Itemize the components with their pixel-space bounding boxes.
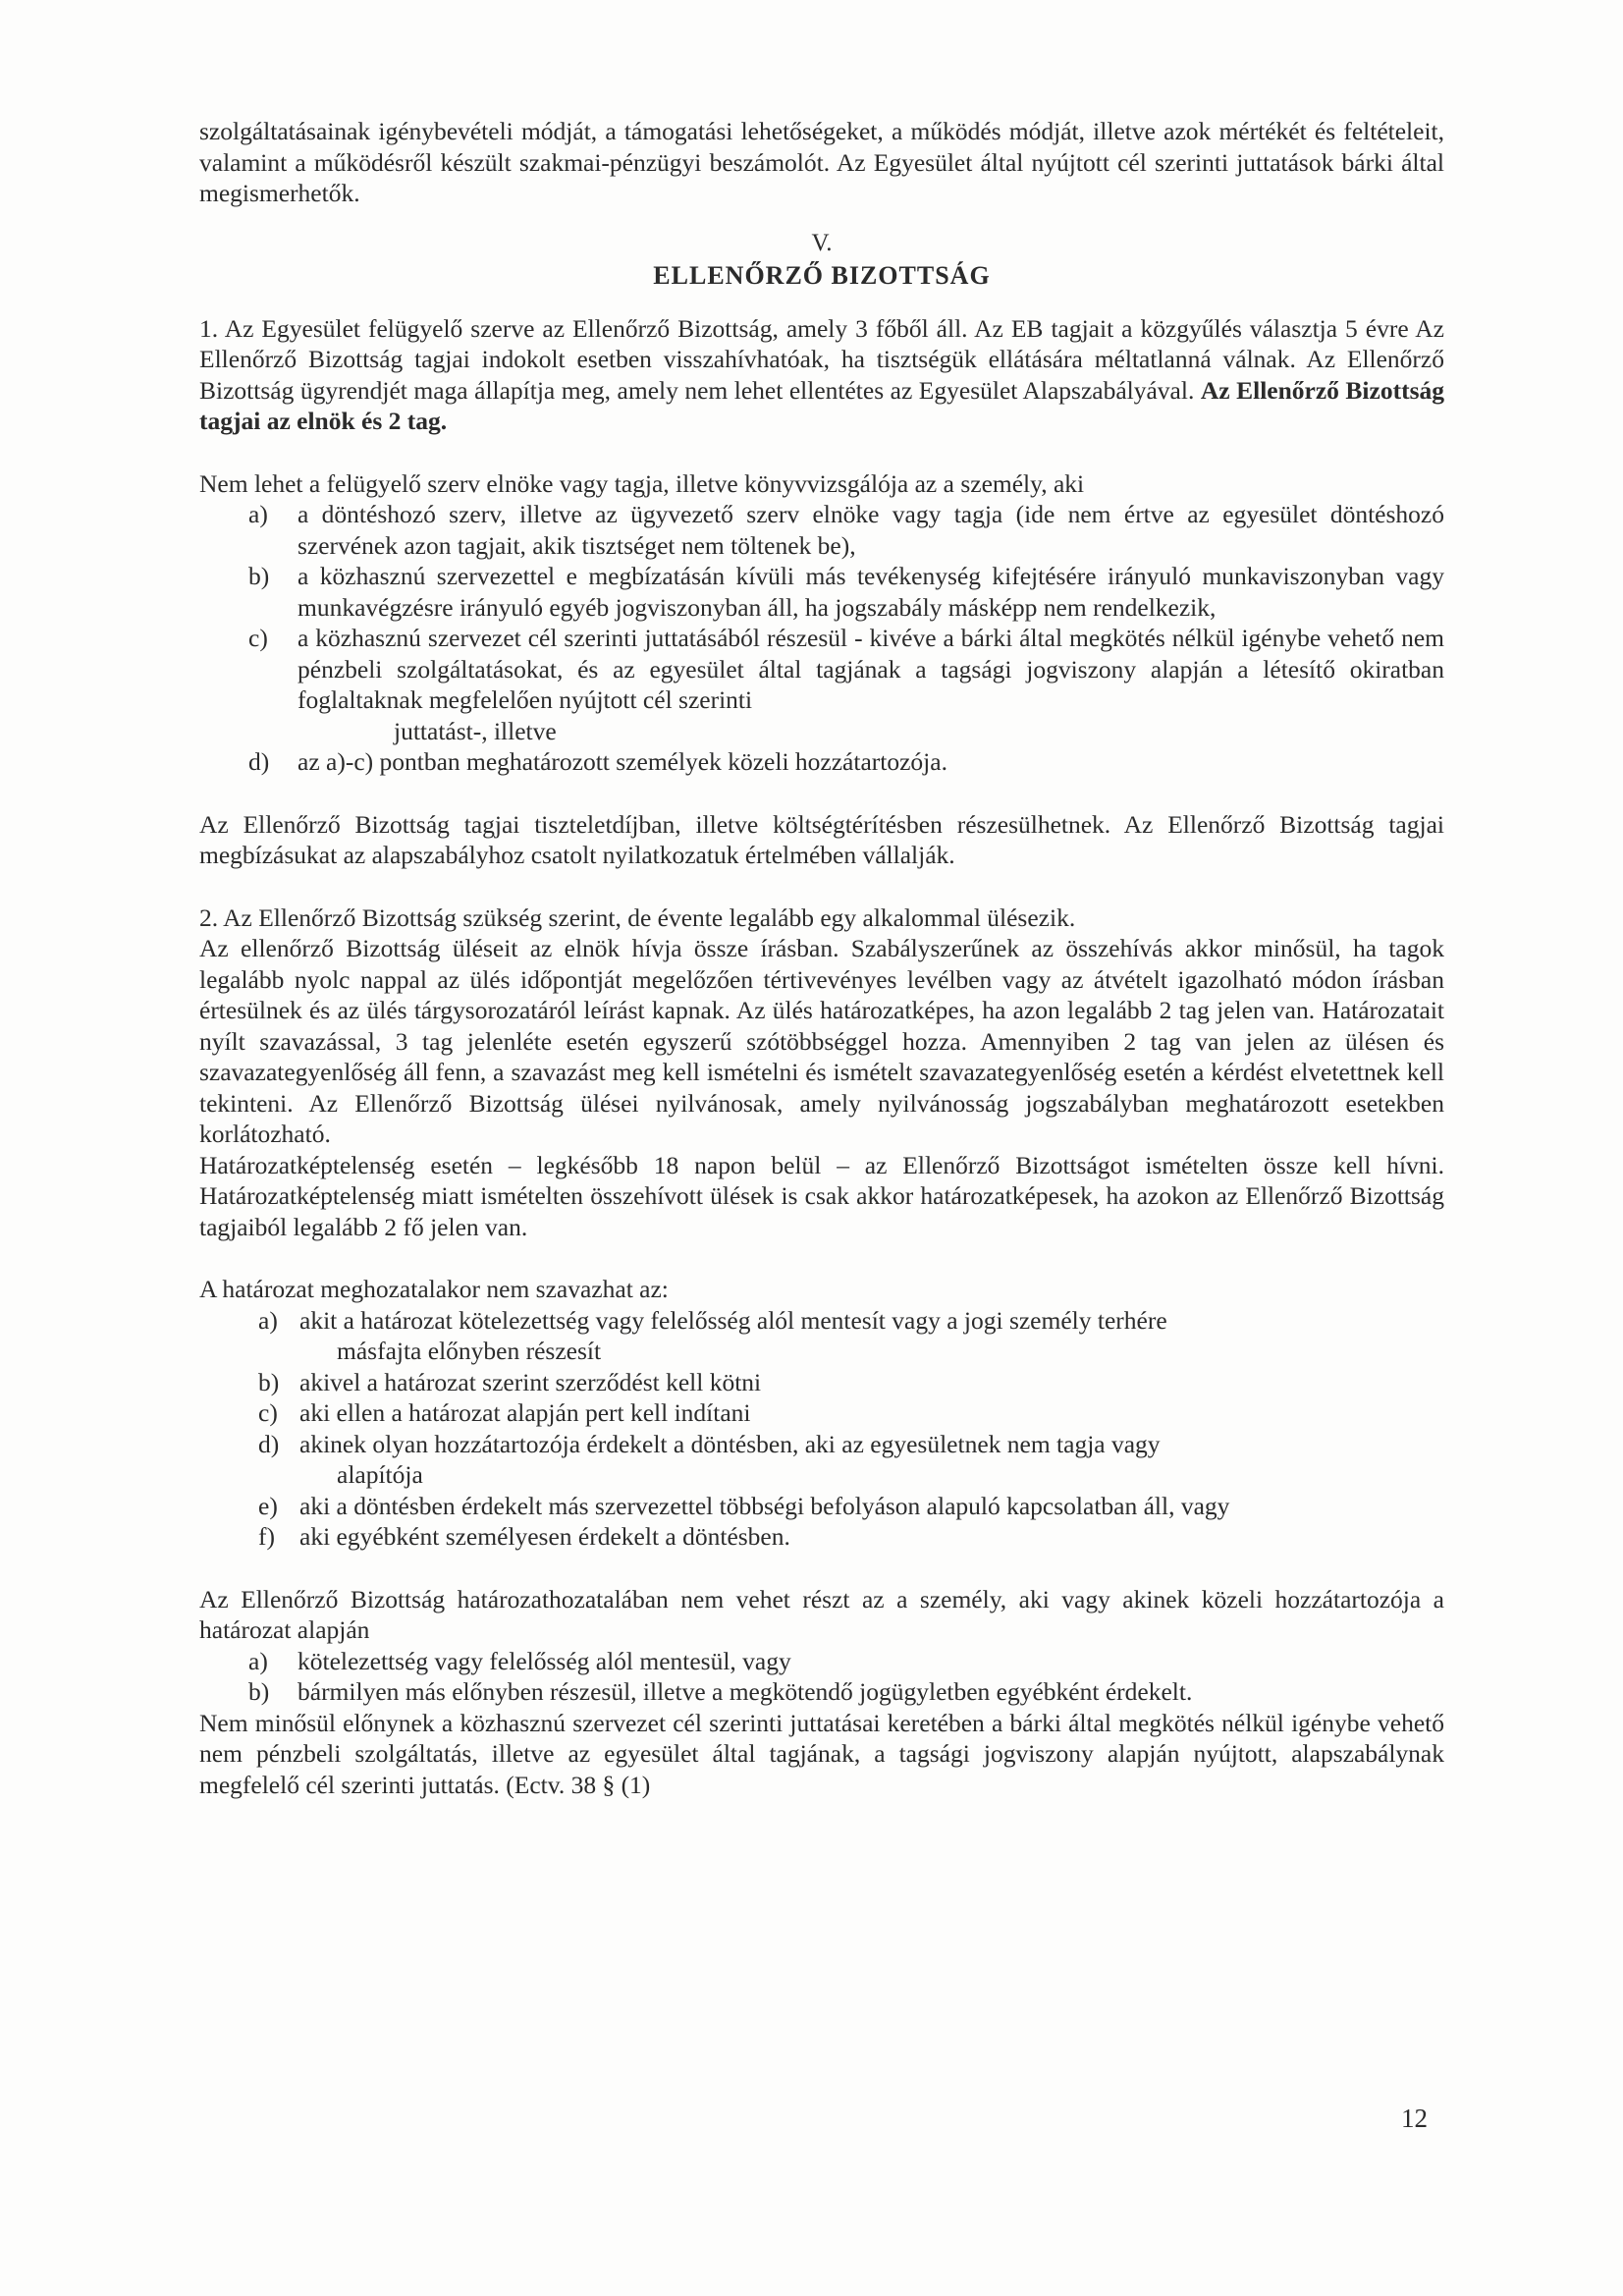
list-marker: a): [248, 1646, 268, 1675]
document-body: [199, 116, 1444, 1800]
section-number: V.: [811, 229, 833, 256]
list-item: [199, 1491, 1444, 1522]
list-item: [199, 1521, 1444, 1553]
list-item-text: a közhasznú szervezet cél szerinti juttatásából részesül - kivéve a bárki által megkötés nélkül igénybe vehető nem pénzbeli szolgáltatásokat, és az egyesület által tagjának a tagsági jogviszony alapján a létesítő okiratban foglaltaknak megfelelően nyújtott cél szerinti: [298, 624, 1444, 714]
list-item-text: akinek olyan hozzátartozója érdekelt a döntésben, aki az egyesületnek nem tagja vagy: [299, 1429, 1161, 1458]
list-item: [199, 1305, 1444, 1367]
list-item-text: a közhasznú szervezettel e megbízatásán kívüli más tevékenység kifejtésére irányuló munkaviszonyban vagy munkavégzésre irányuló egyéb jogviszonyban áll, ha jogszabály másképp nem rendelkezik,: [298, 562, 1444, 622]
list-item-text: aki a döntésben érdekelt más szervezettel többségi befolyáson alapuló kapcsolatban áll, vagy: [299, 1491, 1230, 1520]
list-item: [199, 1397, 1444, 1429]
incompatibility-lead: Nem lehet a felügyelő szerv elnöke vagy tagja, illetve könyvvizsgálója az a személy, aki: [199, 468, 1085, 498]
paragraph-2-body: Az ellenőrző Bizottság üléseit az elnök hívja össze írásban. Szabályszerűnek az összehívás akkor minősül, ha tagok legalább nyolc nappal az ülés időpontját megelőzően tértivevényes levélben vagy az átvételt igazolható módon írásban értesülnek és az ülés tárgysorozatáról leírást kapnak. Az ülés határozatképes, ha azon legalább 2 tag jelen van. Határozatait nyílt szavazással, 3 tag jelenléte esetén egyszerű szótöbbséggel hozza. Amennyiben 2 tag van jelen az ülésen és szavazategyenlőség áll fenn, a szavazást meg kell ismételni és ismételt szavazategyenlőség esetén a kérdést elvetettnek kell tekinteni. Az Ellenőrző Bizottság ülései nyilvánosak, amely nyilvánosság jogszabályban meghatározott esetekben korlátozható.: [199, 934, 1444, 1148]
no-vote-lead: A határozat meghozatalakor nem szavazhat az:: [199, 1275, 669, 1303]
paragraph-1-bold: Az Ellenőrző Bizottság tagjai az elnök és 2 tag.: [199, 375, 1444, 435]
exclusion-list: [199, 1646, 1444, 1708]
list-item: [199, 623, 1444, 746]
exclusion-note: Nem minősül előnynek a közhasznú szervezet cél szerinti juttatásai keretében a bárki által megkötés nélkül igénybe vehető nem pénzbeli szolgáltatás, illetve az egyesület által tagjának, a tagsági jogviszony alapján nyújtott, alapszabálynak megfelelő cél szerinti juttatás. (Ectv. 38 § (1): [199, 1708, 1444, 1799]
list-item-text: aki egyébként személyesen érdekelt a döntésben.: [299, 1522, 790, 1551]
paragraph-2-first: 2. Az Ellenőrző Bizottság szükség szerint, de évente legalább egy alkalommal ülésezik.: [199, 902, 1076, 932]
list-item: [199, 746, 1444, 778]
list-item: [199, 1676, 1444, 1708]
paragraph-2-quorum: Határozatképtelenség esetén – legkésőbb 18 napon belül – az Ellenőrző Bizottságot ismételten össze kell hívni. Határozatképtelenség miatt ismételten összehívott ülések is csak akkor határozatképesek, ha azokon az Ellenőrző Bizottság tagjaiból legalább 2 fő jelen van.: [199, 1150, 1444, 1241]
list-item: [199, 1646, 1444, 1677]
list-item-text: akivel a határozat szerint szerződést kell kötni: [299, 1367, 762, 1396]
list-marker: c): [248, 624, 268, 652]
list-item-text: a döntéshozó szerv, illetve az ügyvezető szerv elnöke vagy tagja (ide nem értve az egyesület döntéshozó szervének azon tagjait, akik tisztséget nem töltenek be),: [298, 500, 1444, 560]
no-vote-list: [199, 1305, 1444, 1553]
list-marker: e): [258, 1491, 278, 1520]
list-marker: f): [258, 1522, 275, 1551]
list-item-continuation: juttatást-, illetve: [394, 716, 557, 745]
list-item: [199, 1367, 1444, 1398]
list-item-continuation: másfajta előnyben részesít: [337, 1337, 602, 1365]
section-title: ELLENŐRZŐ BIZOTTSÁG: [653, 260, 991, 290]
paragraph-1: [199, 313, 1444, 437]
list-marker: b): [248, 562, 270, 590]
list-item-text: aki ellen a határozat alapján pert kell indítani: [299, 1398, 751, 1427]
list-item: [199, 499, 1444, 561]
list-marker: a): [258, 1305, 278, 1335]
list-item-text: kötelezettség vagy felelősség alól mentesül, vagy: [298, 1646, 791, 1675]
list-marker: c): [258, 1398, 278, 1427]
list-marker: a): [248, 500, 268, 528]
list-item: [199, 561, 1444, 623]
list-item-continuation: alapítója: [337, 1460, 423, 1489]
incompatibility-list: [199, 499, 1444, 778]
intro-paragraph: szolgáltatásainak igénybevételi módját, a támogatási lehetőségeket, a működés módját, illetve azok mértékét és feltételeit, valamint a működésről készült szakmai-pénzügyi beszámolót. Az Egyesület által nyújtott cél szerinti juttatások bárki által megismerhetők.: [199, 117, 1444, 207]
list-marker: d): [258, 1429, 280, 1458]
list-item-text: az a)-c) pontban meghatározott személyek közeli hozzátartozója.: [298, 747, 947, 776]
paragraph-1-text: 1. Az Egyesület felügyelő szerve az Ellenőrző Bizottság, amely 3 főből áll. Az EB tagjait a közgyűlés választja 5 évre Az Ellenőrző Bizottság tagjai indokolt esetben visszahívhatóak, ha tisztségük ellátására méltatlanná válnak. Az Ellenőrző Bizottság ügyrendjét maga állapítja meg, amely nem lehet ellentétes az Egyesület Alapszabályával.: [199, 313, 1444, 405]
list-marker: d): [248, 747, 270, 776]
list-item-text: akit a határozat kötelezettség vagy felelősség alól mentesít vagy a jogi személy terhére: [299, 1305, 1167, 1335]
page-number: 12: [1401, 2104, 1428, 2133]
honorarium-paragraph: Az Ellenőrző Bizottság tagjai tiszteletdíjban, illetve költségtérítésben részesülhetnek. Az Ellenőrző Bizottság tagjai megbízásukat az alapszabályhoz csatolt nyilatkozatuk értelmében vállalják.: [199, 809, 1444, 869]
exclusion-lead: Az Ellenőrző Bizottság határozathozatalában nem vehet részt az a személy, aki vagy akinek közeli hozzátartozója a határozat alapján: [199, 1584, 1444, 1644]
list-marker: b): [248, 1677, 270, 1706]
list-item: [199, 1429, 1444, 1491]
list-marker: b): [258, 1367, 280, 1396]
list-item-text: bármilyen más előnyben részesül, illetve a megkötendő jogügyletben egyébként érdekelt.: [298, 1677, 1193, 1706]
